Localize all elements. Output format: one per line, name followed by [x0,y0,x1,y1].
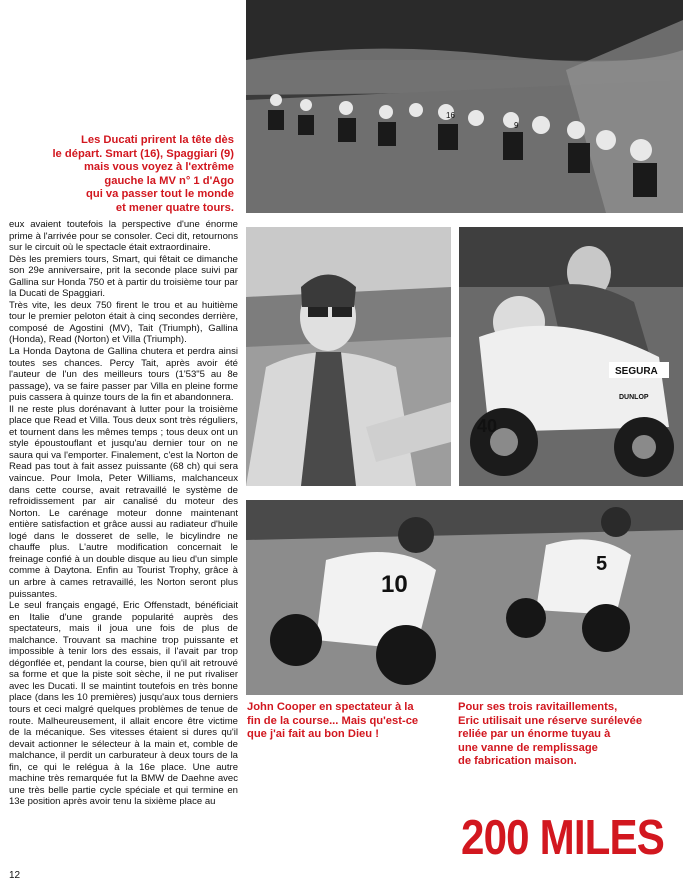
headline: 200 MILES [461,811,665,865]
john-cooper-caption [247,701,452,742]
rider-portrait-photo-icon [246,227,451,486]
caption-line: que j'ai fait au bon Dieu ! [247,728,379,741]
cornering-riders-photo-icon [246,500,683,695]
bike-number-5: 5 [596,553,608,575]
caption-line: fin de la course... Mais qu'est-ce [247,714,419,727]
article-paragraph: La Honda Daytona de Gallina chutera et perdra ainsi toutes ses chances. Percy Tait, après avoir été l'auteur de l'un des meilleurs tours (1'53"5 au 8e passage), va se faire passer par Villa en pleine forme puis cassera à quinze tours de la fin et abandonnera. [9,346,238,404]
motorcycle-race-photo-icon [246,0,683,213]
article-paragraph: Le seul français engagé, Eric Offenstadt, bénéficiait en Italie d'une grande popularité auprès des spectateurs, mais il joua une fois de plus de malchance. Trouvant sa machine trop puissante et impossible à tenir lors des essais, il l'avait par trop dégonflée et, pendant la course, bien qu'il ait retrouvé sa forme et que la piste soit sèche, il ne put rivaliser avec les Ducati. Il se maintint toutefois en très bonne place (dans les 10 premières) jusqu'aux tous derniers tours et ceci malgré quelques problèmes de tenue de route. Malheureusement, il allait encore être victime de la mécanique. Ses vitesses étaient si dures qu'il devait actionner le sélecteur à la main et, comble de malchance, il perdit un carburateur à deux tours de la fin, ce qui le relégua à la 16e place. Une autre machine très remarquée fut la BMW de Daehne avec une très belle partie cycle spéciale et qui termine en 13e position après avoir tenu la sixième place au [9,600,238,808]
caption-line: Pour ses trois ravitaillements, [458,701,618,713]
article-paragraph: eux avaient toutefois la perspective d'une énorme prime à l'arrivée pour se consoler. Ceci dit, retournons sur le circuit où le spectacle était extraordinaire. [9,219,238,254]
bike-number-16: 16 [446,111,455,120]
dunlop-sponsor-label: DUNLOP [619,394,649,401]
article-paragraph: Il ne reste plus dorénavant à lutter pour la troisième place que Read et Villa. Tous deux sont très réguliers, et tournent dans les mêmes temps ; tous deux ont un style époustouflant et jusqu'au dernier tour on ne saura qui va l'emporter. Finalement, c'est la Norton de Read pas tout à fait assez puissante (68 ch) qui sera vaincue. Pour Imola, Peter Williams, malchanceux dans cette course, avait retravaillé le système de refroidissement par air canalisé du moteur des Norton. Le carénage moteur donne maintenant entière satisfaction et grâce aussi au radiateur d'huile logé dans le dosseret de selle, le bicylindre ne chauffe plus. L'autre modification concernait le freinage confié à un double disque au lieu d'un simple comme à Daytona. Enfin au Tourist Trophy, grâce à un arbre à cames retravaillé, les Norton seront plus puissantes. [9,403,238,600]
caption-line: mais vous voyez à l'extrême [83,161,234,174]
caption-line: Eric utilisait une réserve surélevée [458,714,643,727]
bike-number-9: 9 [514,121,519,130]
refuel-caption [458,701,678,769]
bike-number-40: 40 [477,416,498,436]
caption-line: le départ. Smart (16), Spaggiari (9) [52,147,234,160]
pit-refuel-photo [459,227,683,486]
pit-refuel-photo-icon [459,227,683,486]
bike-number-10: 10 [381,571,408,598]
article-body [9,219,238,808]
segura-sponsor-label: SEGURA [615,366,658,377]
caption-line: reliée par un énorme tuyau à [458,728,611,741]
article-paragraph: Dès les premiers tours, Smart, qui fêtait ce dimanche son 29e anniversaire, prit la seconde place suivi par Gallina sur Honda 750 et à partir du troisième tour par la Ducati de Spaggiari. [9,253,238,300]
caption-line: une vanne de remplissage [458,741,598,754]
page-number: 12 [9,870,21,881]
rider-portrait-photo [246,227,451,486]
cornering-riders-photo [246,500,683,695]
caption-line: John Cooper en spectateur à la [247,701,414,713]
caption-line: Les Ducati prirent la tête dès [81,134,234,146]
caption-line: qui va passer tout le monde [86,188,234,201]
article-paragraph: Très vite, les deux 750 firent le trou et au huitième tour le premier peloton était à cinq secondes derrière, composé de Agostini (MV), Tait (Triumph), Gallina (Honda), Read (Norton) et Villa (Triumph). [9,299,238,346]
race-start-caption [14,134,234,216]
caption-line: gauche la MV n° 1 d'Ago [104,174,234,187]
race-start-photo [246,0,683,213]
caption-line: de fabrication maison. [458,755,577,768]
caption-line: et mener quatre tours. [115,201,234,214]
